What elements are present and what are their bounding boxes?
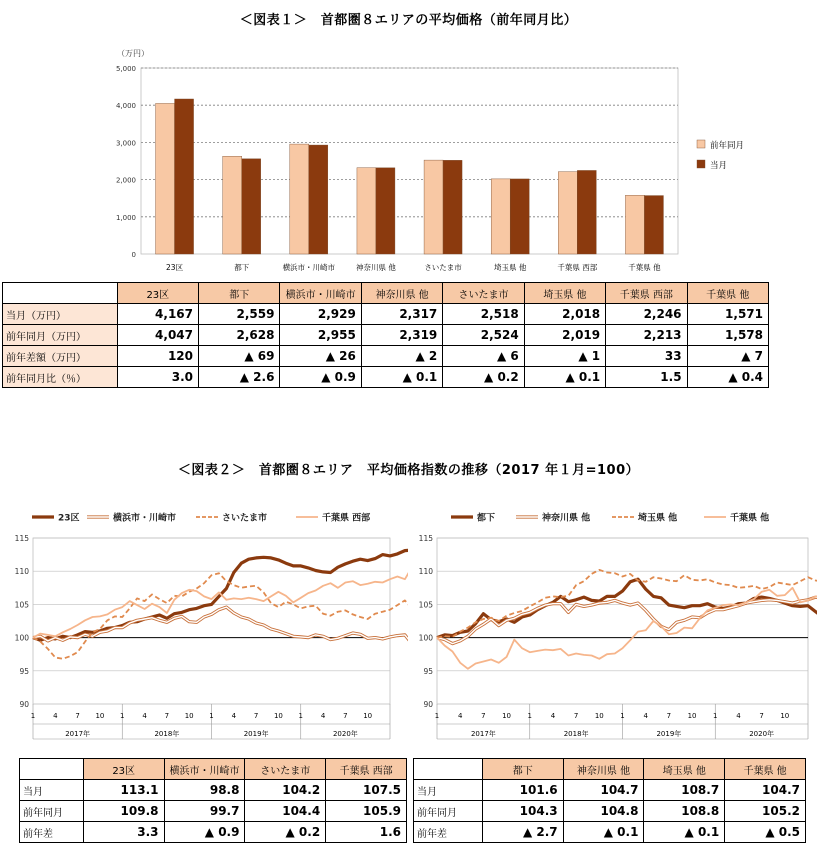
y-tick-label: 115 — [418, 534, 433, 543]
y-tick-label: 90 — [423, 700, 433, 709]
bar-x-label: さいたま市 — [424, 263, 462, 272]
x-tick-label: 10 — [594, 712, 604, 720]
table-corner — [20, 759, 84, 780]
x-tick-label: 4 — [231, 712, 237, 720]
bar-curr — [577, 170, 596, 254]
bar-x-label: 神奈川県 他 — [355, 263, 396, 272]
table-cell: 2,559 — [199, 304, 280, 325]
table-cell: ▲ 0.9 — [280, 367, 361, 388]
bar-prev — [424, 160, 443, 254]
legend-label: 千葉県 他 — [730, 513, 770, 524]
table-row — [414, 801, 806, 822]
table-cell: ▲ 2 — [361, 346, 442, 367]
bar-curr — [242, 159, 261, 254]
bar-x-label: 横浜市・川崎市 — [282, 263, 336, 272]
bar-plot-frame — [141, 68, 678, 254]
row-label: 前年差額（万円） — [3, 346, 118, 367]
table-cell: 2,019 — [524, 325, 605, 346]
table-cell: ▲ 2.7 — [482, 822, 563, 843]
figure1-header-cell: 神奈川県 他 — [361, 283, 442, 304]
table-cell: 104.2 — [245, 780, 326, 801]
line-chart-right-content — [419, 512, 817, 740]
y-tick-label: 90 — [19, 700, 29, 709]
x-tick-label: 7 — [164, 712, 170, 720]
plot-frame — [33, 538, 390, 704]
y-tick-label: 105 — [418, 600, 433, 610]
table-cell: 109.8 — [83, 801, 164, 822]
year-label: 2020年 — [749, 730, 775, 738]
figure1-header-cell: 都下 — [199, 283, 280, 304]
table-cell: ▲ 0.2 — [245, 822, 326, 843]
x-tick-label: 7 — [75, 712, 80, 720]
bar-chart-unit: （万円） — [117, 49, 149, 58]
table-cell: 108.8 — [644, 801, 725, 822]
x-tick-label: 4 — [550, 712, 556, 720]
table-row — [414, 822, 806, 843]
legend-swatch — [697, 140, 705, 148]
y-tick-label: 115 — [14, 534, 29, 543]
table-cell: 101.6 — [482, 780, 563, 801]
y-tick-label: 100 — [14, 633, 29, 643]
bar-x-label: 都下 — [234, 263, 250, 272]
table-cell: 1.5 — [606, 367, 687, 388]
figure1-table-corner — [3, 283, 118, 304]
table-cell: 2,213 — [606, 325, 687, 346]
year-label: 2019年 — [656, 730, 682, 738]
table-cell: 33 — [606, 346, 687, 367]
table-cell: ▲ 1 — [524, 346, 605, 367]
table-cell: 105.9 — [326, 801, 407, 822]
figure2-left-header-row — [20, 759, 407, 780]
x-tick-label: 7 — [573, 712, 579, 720]
x-tick-label: 10 — [184, 712, 194, 720]
x-tick-label: 4 — [142, 712, 147, 720]
year-label: 2020年 — [332, 730, 358, 738]
table-cell: ▲ 2.6 — [199, 367, 280, 388]
bar-prev — [290, 144, 309, 254]
table-cell: 1,571 — [687, 304, 768, 325]
legend-label: 当月 — [710, 161, 728, 171]
table-cell: 2,518 — [443, 304, 524, 325]
bar-chart — [0, 30, 817, 280]
table-cell: 105.2 — [725, 801, 806, 822]
table-cell: 113.1 — [83, 780, 164, 801]
legend-label: 埼玉県 他 — [638, 513, 678, 524]
x-tick-label: 1 — [120, 712, 125, 720]
table-cell: ▲ 0.4 — [687, 367, 768, 388]
x-tick-label: 10 — [363, 712, 373, 720]
table-cell: 4,047 — [117, 325, 198, 346]
row-label: 当月（万円） — [3, 304, 118, 325]
bar-x-label: 23区 — [166, 263, 184, 272]
legend-label: 都下 — [477, 513, 496, 524]
x-tick-label: 7 — [759, 712, 764, 720]
x-tick-label: 10 — [273, 712, 283, 720]
table-cell: 2,929 — [280, 304, 361, 325]
bar-y-ticks — [116, 65, 136, 259]
table-cell: 2,246 — [606, 304, 687, 325]
table-cell: 104.4 — [245, 801, 326, 822]
series-line — [33, 567, 408, 638]
table-row — [20, 780, 407, 801]
year-label: 2018年 — [563, 730, 589, 738]
header-cell: 横浜市・川崎市 — [164, 759, 245, 780]
year-label: 2018年 — [154, 730, 180, 738]
table-cell: 104.7 — [725, 780, 806, 801]
bar-prev — [156, 103, 175, 254]
figure1-header-cell: 埼玉県 他 — [524, 283, 605, 304]
header-cell: 23区 — [83, 759, 164, 780]
legend-label: 前年同月 — [710, 141, 745, 151]
bar-y-tick-label: 1,000 — [115, 213, 136, 222]
table-cell: 4,167 — [117, 304, 198, 325]
table-cell: ▲ 0.1 — [563, 822, 644, 843]
figure1-header-cell: 千葉県 西部 — [606, 283, 687, 304]
table-cell: 104.7 — [563, 780, 644, 801]
x-tick-label: 1 — [620, 712, 625, 720]
legend-label: 23区 — [58, 513, 80, 524]
table-cell: 3.3 — [83, 822, 164, 843]
table-cell: 2,319 — [361, 325, 442, 346]
y-tick-label: 110 — [418, 567, 433, 577]
x-tick-label: 10 — [95, 712, 105, 720]
table-cell: ▲ 26 — [280, 346, 361, 367]
x-tick-label: 4 — [736, 712, 741, 720]
y-tick-label: 110 — [14, 567, 29, 577]
header-cell: 埼玉県 他 — [644, 759, 725, 780]
row-label: 前年同月 — [20, 801, 84, 822]
figure1-table — [2, 282, 769, 388]
series-line — [33, 607, 408, 646]
series-line — [33, 607, 408, 646]
y-tick-label: 105 — [14, 600, 29, 610]
table-row — [3, 304, 769, 325]
series-line — [33, 573, 408, 659]
table-cell: 99.7 — [164, 801, 245, 822]
table-cell: 107.5 — [326, 780, 407, 801]
figure1-header-cell: さいたま市 — [443, 283, 524, 304]
table-row — [414, 780, 806, 801]
bar-series — [156, 99, 664, 254]
y-tick-label: 95 — [423, 666, 433, 676]
table-corner — [414, 759, 483, 780]
table-cell: 108.7 — [644, 780, 725, 801]
table-cell: ▲ 0.5 — [725, 822, 806, 843]
year-label: 2019年 — [243, 730, 269, 738]
x-tick-label: 4 — [457, 712, 463, 720]
figure2-table-right — [413, 758, 806, 843]
figure1-header-cell: 23区 — [117, 283, 198, 304]
x-tick-label: 4 — [53, 712, 58, 720]
table-cell: 2,317 — [361, 304, 442, 325]
table-row — [3, 367, 769, 388]
x-tick-label: 7 — [343, 712, 348, 720]
x-tick-label: 10 — [687, 712, 697, 720]
bar-y-tick-label: 4,000 — [115, 102, 136, 111]
bar-grid — [141, 68, 678, 254]
y-tick-label: 95 — [19, 666, 29, 676]
x-tick-label: 1 — [434, 712, 440, 720]
row-label: 前年同月（万円） — [3, 325, 118, 346]
table-cell: ▲ 6 — [443, 346, 524, 367]
year-label: 2017年 — [470, 730, 496, 738]
table-cell: 104.3 — [482, 801, 563, 822]
figure2-table-left — [19, 758, 407, 843]
figure1-header-cell: 横浜市・川崎市 — [280, 283, 361, 304]
bar-x-label: 千葉県 西部 — [557, 263, 598, 272]
header-cell: 都下 — [482, 759, 563, 780]
figure2-right-header-row — [414, 759, 806, 780]
table-cell: ▲ 69 — [199, 346, 280, 367]
table-cell: 1.6 — [326, 822, 407, 843]
figure1-table-header-row — [3, 283, 769, 304]
x-tick-label: 10 — [780, 712, 790, 720]
legend-label: さいたま市 — [222, 513, 268, 524]
table-cell: 104.8 — [563, 801, 644, 822]
line-chart-left — [0, 500, 408, 748]
table-row — [20, 801, 407, 822]
table-cell: ▲ 0.1 — [524, 367, 605, 388]
bar-legend — [697, 140, 744, 171]
bar-prev — [558, 172, 577, 254]
table-cell: 2,628 — [199, 325, 280, 346]
bar-curr — [376, 168, 395, 254]
y-tick-label: 100 — [418, 633, 433, 643]
row-label: 前年同月 — [414, 801, 483, 822]
table-cell: ▲ 0.2 — [443, 367, 524, 388]
bar-curr — [510, 179, 529, 254]
header-cell: 千葉県 他 — [725, 759, 806, 780]
figure1-header-cell: 千葉県 他 — [687, 283, 768, 304]
bar-x-labels — [166, 262, 661, 272]
year-label: 2017年 — [65, 730, 91, 738]
bar-curr — [644, 196, 663, 254]
header-cell: 神奈川県 他 — [563, 759, 644, 780]
bar-y-tick-label: 0 — [131, 251, 136, 259]
table-cell: 2,018 — [524, 304, 605, 325]
table-cell: 98.8 — [164, 780, 245, 801]
row-label: 当月 — [20, 780, 84, 801]
x-tick-label: 1 — [30, 712, 36, 720]
bar-y-tick-label: 5,000 — [115, 65, 136, 73]
x-tick-label: 1 — [527, 712, 532, 720]
table-cell: ▲ 0.1 — [644, 822, 725, 843]
table-row — [3, 346, 769, 367]
table-cell: 2,524 — [443, 325, 524, 346]
bar-prev — [491, 179, 510, 254]
bar-curr — [309, 145, 328, 254]
bar-y-tick-label: 2,000 — [115, 176, 136, 185]
table-cell: 2,955 — [280, 325, 361, 346]
x-tick-label: 4 — [320, 712, 326, 720]
x-tick-label: 7 — [253, 712, 259, 720]
line-chart-right — [408, 500, 817, 748]
figure1-title: ＜図表１＞ 首都圏８エリアの平均価格（前年同月比） — [239, 13, 578, 28]
x-tick-label: 7 — [481, 712, 486, 720]
x-tick-label: 1 — [713, 712, 718, 720]
bar-y-tick-label: 3,000 — [115, 139, 136, 148]
bar-curr — [175, 99, 194, 254]
legend-label: 千葉県 西部 — [322, 513, 371, 524]
table-cell: 1,578 — [687, 325, 768, 346]
bar-prev — [223, 156, 242, 254]
bar-x-label: 千葉県 他 — [628, 263, 661, 272]
table-cell: ▲ 7 — [687, 346, 768, 367]
legend-swatch — [697, 160, 705, 168]
header-cell: 千葉県 西部 — [326, 759, 407, 780]
row-label: 当月 — [414, 780, 483, 801]
table-row — [20, 822, 407, 843]
header-cell: さいたま市 — [245, 759, 326, 780]
row-label: 前年同月比（％） — [3, 367, 118, 388]
x-tick-label: 4 — [643, 712, 648, 720]
table-cell: 3.0 — [117, 367, 198, 388]
bar-prev — [357, 168, 376, 254]
x-tick-label: 7 — [666, 712, 672, 720]
bar-x-label: 埼玉県 他 — [493, 263, 527, 272]
bar-prev — [625, 195, 644, 254]
figure2-title: ＜図表２＞ 首都圏８エリア 平均価格指数の推移（2017 年１月=100） — [177, 463, 640, 478]
legend-label: 神奈川県 他 — [542, 513, 591, 524]
row-label: 前年差 — [20, 822, 84, 843]
legend-label: 横浜市・川崎市 — [113, 513, 177, 524]
table-cell: 120 — [117, 346, 198, 367]
table-cell: ▲ 0.1 — [361, 367, 442, 388]
table-row — [3, 325, 769, 346]
row-label: 前年差 — [414, 822, 483, 843]
line-chart-left-content — [15, 512, 408, 740]
table-cell: ▲ 0.9 — [164, 822, 245, 843]
bar-curr — [443, 160, 462, 254]
x-tick-label: 10 — [502, 712, 512, 720]
x-tick-label: 1 — [209, 712, 214, 720]
x-tick-label: 1 — [298, 712, 303, 720]
